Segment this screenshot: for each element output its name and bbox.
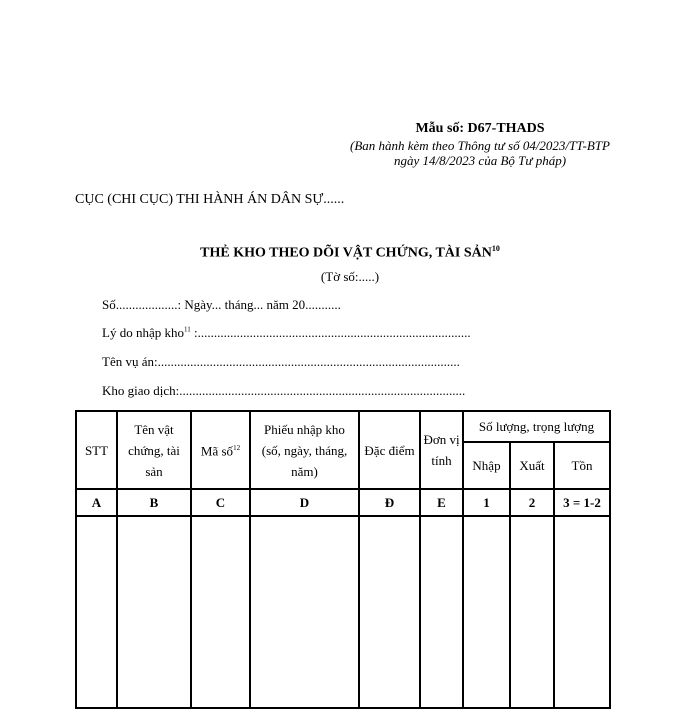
column-letter-row [76, 489, 610, 516]
empty-cell [554, 516, 610, 708]
reason-label: Lý do nhập kho [102, 325, 184, 340]
agency-name: CỤC (CHI CỤC) THI HÀNH ÁN DÂN SỰ...... [75, 192, 345, 207]
reason-field [102, 325, 471, 341]
empty-cell [510, 516, 554, 708]
case-name-field: Tên vụ án:............................................................................................. [102, 354, 460, 369]
letter-cell: A [76, 489, 117, 516]
empty-cell [76, 516, 117, 708]
header-stock: Tồn [554, 442, 610, 489]
table-body-row [76, 516, 610, 708]
warehouse-field: Kho giao dịch:........................................................................................ [102, 383, 466, 398]
number-date-field: Số...................: Ngày... tháng... năm 20........... [102, 297, 341, 312]
empty-cell [359, 516, 420, 708]
letter-cell: 3 = 1-2 [554, 489, 610, 516]
letter-cell: 2 [510, 489, 554, 516]
issuance-note [320, 138, 640, 168]
letter-cell: B [117, 489, 191, 516]
empty-cell [250, 516, 359, 708]
letter-cell: C [191, 489, 250, 516]
header-stt: STT [76, 411, 117, 489]
reason-dots: :.................................................................................... [190, 325, 471, 340]
header-export: Xuất [510, 442, 554, 489]
reason-footnote: 11 [183, 325, 191, 334]
header-name: Tên vật chứng, tài sản [117, 411, 191, 489]
header-receipt: Phiếu nhập kho (số, ngày, tháng, năm) [250, 411, 359, 489]
letter-cell: Đ [359, 489, 420, 516]
document-title [0, 244, 700, 262]
title-footnote: 10 [491, 244, 500, 253]
header-feature: Đặc điểm [359, 411, 420, 489]
issuance-line-2: ngày 14/8/2023 của Bộ Tư pháp) [393, 153, 567, 168]
sheet-number: (Tờ số:.....) [320, 269, 380, 284]
inventory-table [75, 410, 611, 709]
letter-cell: 1 [463, 489, 510, 516]
letter-cell: E [420, 489, 463, 516]
title-text: THẺ KHO THEO DÕI VẬT CHỨNG, TÀI SẢN [200, 245, 492, 261]
header-code-text: Mã số [200, 443, 234, 459]
header-import: Nhập [463, 442, 510, 489]
empty-cell [463, 516, 510, 708]
header-quantity: Số lượng, trọng lượng [463, 411, 610, 442]
empty-cell [420, 516, 463, 708]
letter-cell: D [250, 489, 359, 516]
form-code: Mẫu số: D67-THADS [415, 121, 545, 136]
header-unit: Đơn vị tính [420, 411, 463, 489]
header-code [191, 411, 250, 489]
empty-cell [117, 516, 191, 708]
header-code-footnote: 12 [233, 444, 241, 453]
empty-cell [191, 516, 250, 708]
issuance-line-1: (Ban hành kèm theo Thông tư số 04/2023/TT-BTP [350, 138, 610, 153]
